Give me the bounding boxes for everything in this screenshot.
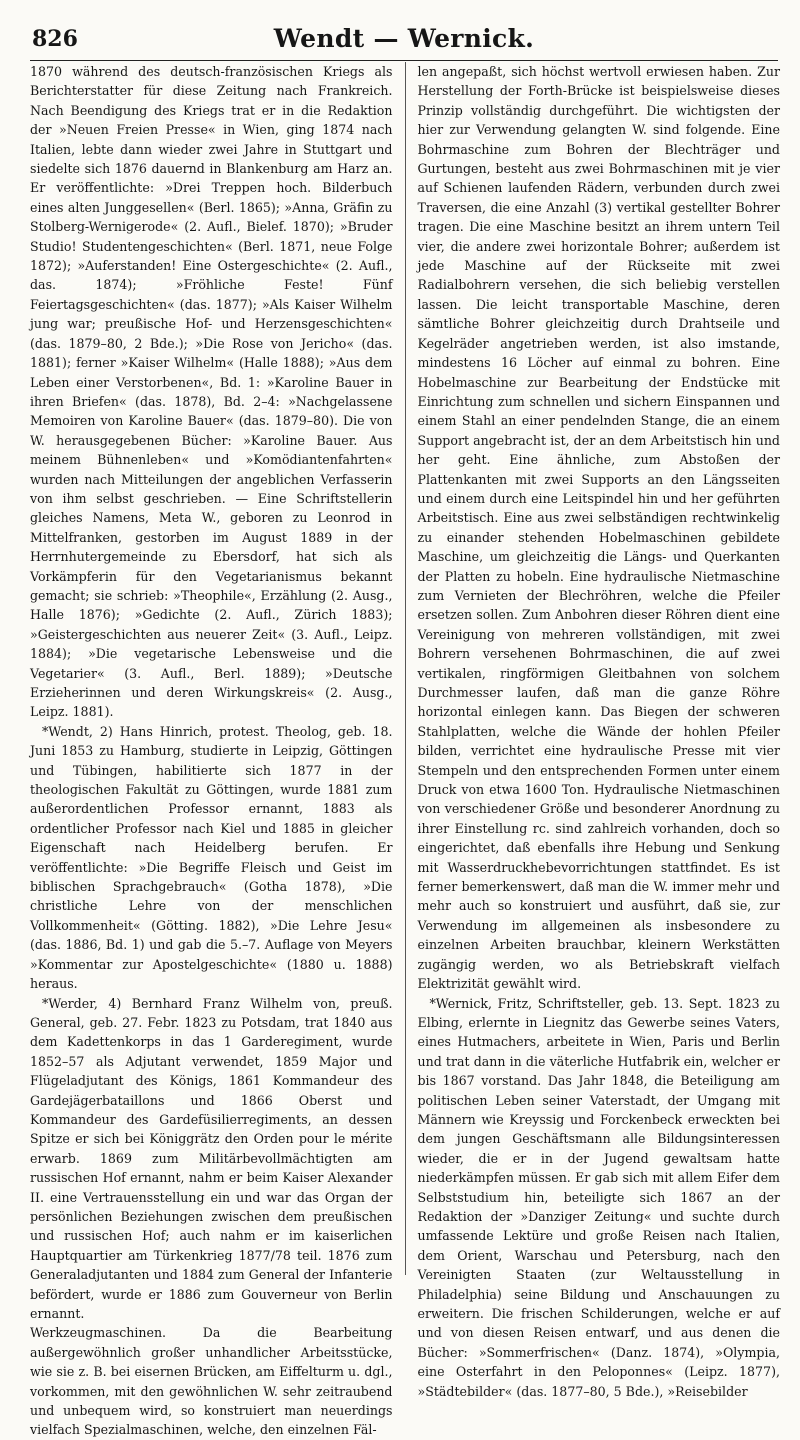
entry-wernick: *Wernick, Fritz, Schriftsteller, geb. 13. Sept. 1823 zu Elbing, erlernte in Liegnitz das Gewerbe seines Vaters, eines Hutmachers, arbeitete in Wien, Paris und Berlin und trat dann in die väterliche Hutfabrik ein, welcher er bis 1867 vorstand. Das Jahr 1848, die Beteiligung am politischen Leben seiner Vaterstadt, der Umgang mit Männern wie Kreyssig und Forckenbeck erweckten bei dem jungen Geschäftsmann alle Bildungsinteressen wieder, die er in der Jugend gewaltsam hatte niederkämpfen müssen. Er gab sich mit allem Eifer dem Selbststudium hin, beteiligte sich 1867 an der Redaktion der »Danziger Zeitung« und suchte durch umfassende Lektüre und große Reisen nach Italien, dem Orient, Warschau und Petersburg, nach den Vereinigten Staaten (zur Weltausstellung in Philadelphia) seine Bildung und Anschauungen zu erweitern. Die frischen Schilderungen, welche er auf und von diesen Reisen entwarf, und aus denen die Bücher: »Sommerfrischen« (Danz. 1874), »Olympia, eine Osterfahrt in den Peloponnes« (Leipz. 1877), »Städtebilder« (das. 1877–80, 5 Bde.), »Reisebilder — [417, 995, 780, 1399]
right-column — [417, 62, 781, 1399]
entry-werder-4: *Werder, 4) Bernhard Franz Wilhelm von, preuß. General, geb. 27. Febr. 1823 zu Potsdam, trat 1840 aus dem Kadettenkorps in das 1 Garderegiment, wurde 1852–57 als Adjutant verwendet, 1859 Major und Flügeladjutant des Königs, 1861 Kommandeur des Gardejägerbataillons und 1866 Oberst und Kommandeur des Gardefüsilierregiments, an dessen Spitze er sich bei Königgrätz den Orden pour le mérite erwarb. 1869 zum Militärbevollmächtigten am russischen Hof ernannt, nahm er beim Kaiser Alexander II. eine Vertrauensstellung ein und war das Organ der persönlichen Beziehungen zwischen dem preußischen und russischen Hof; auch nahm er im kaiserlichen Hauptquartier am Türkenkrieg 1877/78 teil. 1876 zum Generaladjutanten und 1884 zum General der Infanterie befördert, wurde er 1886 zum Gouverneur von Berlin ernannt. — [30, 995, 393, 1321]
left-column — [30, 62, 393, 1438]
text-columns — [30, 62, 780, 1438]
running-head: Wendt — Wernick. — [273, 24, 535, 53]
page-header — [30, 22, 778, 61]
entry-werkzeugmaschinen: Werkzeugmaschinen. Da die Bearbeitung außergewöhnlich großer unhandlicher Arbeitsstücke, wie sie z. B. bei eisernen Brücken, am Eiffelturm u. dgl., vorkommen, mit den gewöhnlichen W. sehr zeitraubend und unbequem wird, so konstruiert man neuerdings vielfach Spezialmaschinen, welche, den einzelnen Fäl- — [30, 1325, 393, 1438]
paragraph-right-1: len angepaßt, sich höchst wertvoll erwiesen haben. Zur Herstellung der Forth-Brücke ist beispielsweise dieses Prinzip vollständig durchgeführt. Die wichtigsten der hier zur Verwendung gelangten W. sind folgende. Eine Bohrmaschine zum Bohren der Blechträger und Gurtungen, besteht aus zwei Bohrmaschinen mit je vier auf Schienen laufenden Rädern, verbunden durch zwei Traversen, die eine Anzahl (3) vertikal gestellter Bohrer tragen. Die eine Maschine besitzt an ihrem untern Teil vier, die andere zwei horizontale Bohrer; außerdem ist jede Maschine auf der Rückseite mit zwei Radialbohrern versehen, die sich beliebig verstellen lassen. Die leicht transportable Maschine, deren sämtliche Bohrer gleichzeitig durch Drahtseile und Kegelräder angetrieben werden, ist also imstande, mindestens 16 Löcher auf einmal zu bohren. Eine Hobelmaschine zur Bearbeitung der Endstücke mit Einrichtung zum schnellen und sichern Einspannen und einem Stahl an einer pendelnden Stange, die an einem Support angebracht ist, der an dem Arbeitstisch hin und her geht. Eine ähnliche, zum Abstoßen der Plattenkanten mit zwei Supports an den Längsseiten und einem durch eine Leitspindel hin und her geführten Arbeitstisch. Eine aus zwei selbständigen rechtwinkelig zu einander stehenden Hobelmaschinen gebildete Maschine, um gleichzeitig die Längs- und Querkanten der Platten zu hobeln. Eine hydraulische Nietmaschine zum Vernieten der Blechröhren, welche die Pfeiler ersetzen sollen. Zum Anbohren dieser Röhren dient eine Vereinigung von mehreren vollständigen, mit zwei Bohrern versehenen Bohrmaschinen, die auf zwei vertikalen, ringförmigen Gleitbahnen von solchem Durchmesser laufen, daß man die ganze Röhre horizontal einlegen kann. Das Biegen der schweren Stahlplatten, welche die Wände der hohlen Pfeiler bilden, verrichtet eine hydraulische Presse mit vier Stempeln und den entsprechenden Formen unter einem Druck von etwa 1600 Ton. Hydraulische Nietmaschinen von verschiedener Größe und besonderer Anordnung zu ihrer Einstellung rc. sind zahlreich vorhanden, doch so eingerichtet, daß ebenfalls ihre Hebung und Senkung mit Wasserdruckhebevorrichtungen stattfindet. Es ist ferner bemerkenswert, daß man die W. immer mehr und mehr auch so konstruiert und ausführt, daß sie, zur Verwendung im allgemeinen als insbesondere zu einzelnen Arbeiten brauchbar, kleinern Werkstätten zugängig werden, wo als Betriebskraft vielfach Elektrizität gewählt wird. — [417, 64, 780, 992]
paragraph-left-1: 1870 während des deutsch-französischen Kriegs als Berichterstatter für diese Zeitung nach Frankreich. Nach Beendigung des Kriegs trat er in die Redaktion der »Neuen Freien Presse« in Wien, ging 1874 nach Italien, lebte dann wieder zwei Jahre in Stuttgart und siedelte sich 1876 dauernd in Blankenburg am Harz an. Er veröffentlichte: »Drei Treppen hoch. Bilderbuch eines alten Junggesellen« (Berl. 1865); »Anna, Gräfin zu Stolberg-Wernigerode« (2. Aufl., Bielef. 1870); »Bruder Studio! Studentengeschichten« (Berl. 1871, neue Folge 1872); »Auferstanden! Eine Ostergeschichte« (2. Aufl., das. 1874); »Fröhliche Feste! Fünf Feiertagsgeschichten« (das. 1877); »Als Kaiser Wilhelm jung war; preußische Hof- und Herzensgeschichten« (das. 1879–80, 2 Bde.); »Die Rose von Jericho« (das. 1881); ferner »Kaiser Wilhelm« (Halle 1888); »Aus dem Leben einer Verstorbenen«, Bd. 1: »Karoline Bauer in ihren Briefen« (das. 1878), Bd. 2–4: »Nachgelassene Memoiren von Karoline Bauer« (das. 1879–80). Die von W. herausgegebenen Bücher: »Karoline Bauer. Aus meinem Bühnenleben« und »Komödiantenfahrten« wurden nach Mitteilungen der angeblichen Verfasserin von ihm selbst geschrieben. — Eine Schriftstellerin gleiches Namens, Meta W., geboren zu Leonrod in Mittelfranken, gestorben im August 1889 in der Herrnhutergemeinde zu Ebersdorf, hat sich als Vorkämpferin für den Vegetarianismus bekannt gemacht; sie schrieb: »Theophile«, Erzählung (2. Ausg., Halle 1876); »Gedichte (2. Aufl., Zürich 1883); »Geistergeschichten aus neuerer Zeit« (3. Aufl., Leipz. 1884); »Die vegetarische Lebensweise und die Vegetarier« (3. Aufl., Berl. 1889); »Deutsche Erzieherinnen und deren Wirkungskreis« (2. Ausg., Leipz. 1881). — [30, 64, 393, 720]
entry-wendt-2: *Wendt, 2) Hans Hinrich, protest. Theolog, geb. 18. Juni 1853 zu Hamburg, studierte in Leipzig, Göttingen und Tübingen, habilitierte sich 1877 in der theologischen Fakultät zu Göttingen, wurde 1881 zum außerordentlichen Professor ernannt, 1883 als ordentlicher Professor nach Kiel und 1885 in gleicher Eigenschaft nach Heidelberg berufen. Er veröffentlichte: »Die Begriffe Fleisch und Geist im biblischen Sprachgebrauch« (Gotha 1878), »Die christliche Lehre von der menschlichen Vollkommenheit« (Götting. 1882), »Die Lehre Jesu« (das. 1886, Bd. 1) und gab die 5.–7. Auflage von Meyers »Kommentar zur Apostelgeschichte« (1880 u. 1888) heraus. — [30, 723, 393, 992]
page-number: 826 — [32, 26, 78, 52]
column-divider — [405, 62, 406, 1275]
